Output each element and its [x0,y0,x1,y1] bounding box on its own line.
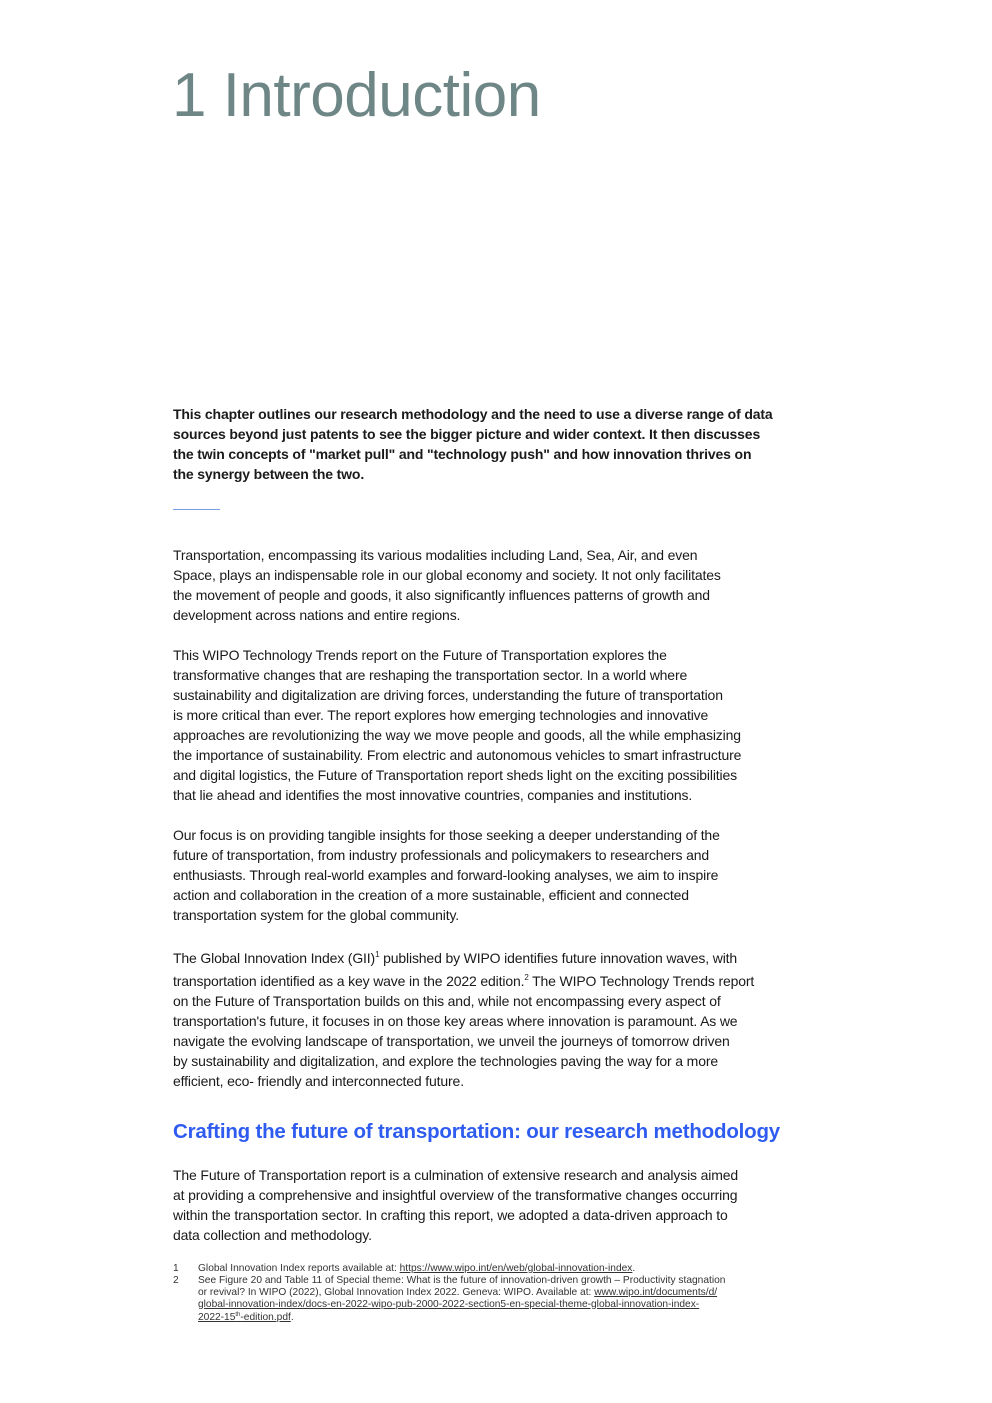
text-line: the twin concepts of "market pull" and "technology push" and how innovation thrives on [173,446,752,462]
footnote-number: 1 [173,1263,179,1274]
footnote-link[interactable]: global-innovation-index/docs-en-2022-wipo-pub-2000-2022-section5-en-special-theme-global-innovation-index- [198,1298,700,1310]
text: -edition.pdf [240,1312,291,1324]
paragraph-4-rest [173,991,754,1091]
footnote-link[interactable] [198,1312,291,1323]
text-line: and digital logistics, the Future of Transportation report sheds light on the exciting possibilities [173,767,737,783]
paragraph-2 [173,645,741,805]
text-line: data collection and methodology. [173,1227,372,1243]
text-line: approaches are revolutionizing the way we move people and goods, all the while emphasizing [173,727,741,743]
text: . [290,1312,294,1324]
divider [173,509,220,510]
section-heading: Crafting the future of transportation: our research methodology [173,1120,780,1143]
text-line: by sustainability and digitalization, and explore the technologies paving the way for a more [173,1053,718,1069]
text-line: that lie ahead and identifies the most innovative countries, companies and institutions. [173,787,693,803]
paragraph-1 [173,545,721,625]
text-line: transformative changes that are reshaping the transportation sector. In a world where [173,667,688,683]
text: published by WIPO identifies future innovation waves, with [379,950,738,966]
text-line: sources beyond just patents to see the bigger picture and wider context. It then discusses [173,426,761,442]
text-line: This WIPO Technology Trends report on the Future of Transportation explores the [173,647,667,663]
footnote-ref-2[interactable]: 2 [524,973,529,982]
text-line: on the Future of Transportation builds on this and, while not encompassing every aspect of [173,993,721,1009]
text-line: action and collaboration in the creation of a more sustainable, efficient and connected [173,887,689,903]
text-line: transportation system for the global community. [173,907,460,923]
text-line: is more critical than ever. The report explores how emerging technologies and innovative [173,707,709,723]
text-line: the movement of people and goods, it also significantly influences patterns of growth and [173,587,710,603]
text: . [632,1263,636,1274]
text: transportation identified as a key wave in the 2022 edition. [173,973,525,989]
text-line: the synergy between the two. [173,466,365,482]
footnote-link[interactable]: www.wipo.int/documents/d/ [594,1286,718,1298]
text: The Global Innovation Index (GII) [173,950,376,966]
chapter-summary [173,404,773,484]
text-line: The Future of Transportation report is a culmination of extensive research and analysis aimed [173,1167,739,1183]
text-line: Transportation, encompassing its various modalities including Land, Sea, Air, and even [173,547,698,563]
text-line: at providing a comprehensive and insightful overview of the transformative changes occurring [173,1187,738,1203]
footnote-ref-1[interactable]: 1 [375,950,380,959]
footnote-link[interactable]: https://www.wipo.int/en/web/global-innovation-index [399,1263,633,1274]
text-line: development across nations and entire regions. [173,607,461,623]
text-line: the importance of sustainability. From electric and autonomous vehicles to smart infrastructure [173,747,742,763]
paragraph-3 [173,825,720,925]
text-line: enthusiasts. Through real-world examples and forward-looking analyses, we aim to inspire [173,867,719,883]
paragraph-4 [173,945,754,1091]
paragraph-5 [173,1165,738,1245]
chapter-title: 1 Introduction [172,61,541,130]
text: 2022-15 [198,1312,236,1324]
text: Global Innovation Index reports available at: [198,1263,400,1274]
text: or revival? In WIPO (2022), Global Innovation Index 2022. Geneva: WIPO. Available at: [198,1286,595,1298]
text-line: sustainability and digitalization are driving forces, understanding the future of transportation [173,687,723,703]
text-line: Space, plays an indispensable role in our global economy and society. It not only facilitates [173,567,721,583]
text-line: This chapter outlines our research methodology and the need to use a diverse range of data [173,406,773,422]
text-line: future of transportation, from industry professionals and policymakers to researchers and [173,847,710,863]
text: The WIPO Technology Trends report [528,973,755,989]
text: See Figure 20 and Table 11 of Special theme: What is the future of innovation-driven growth – Productivity stagnation [198,1275,726,1286]
text: th [235,1312,241,1319]
text-line: navigate the evolving landscape of transportation, we unveil the journeys of tomorrow driven [173,1033,730,1049]
text-line: efficient, eco- friendly and interconnected future. [173,1073,464,1089]
footnote-number: 2 [173,1275,179,1286]
text-line: transportation's future, it focuses in on those key areas where innovation is paramount. As we [173,1013,738,1029]
text-line: within the transportation sector. In crafting this report, we adopted a data-driven approach to [173,1207,728,1223]
text-line: Our focus is on providing tangible insights for those seeking a deeper understanding of the [173,827,720,843]
